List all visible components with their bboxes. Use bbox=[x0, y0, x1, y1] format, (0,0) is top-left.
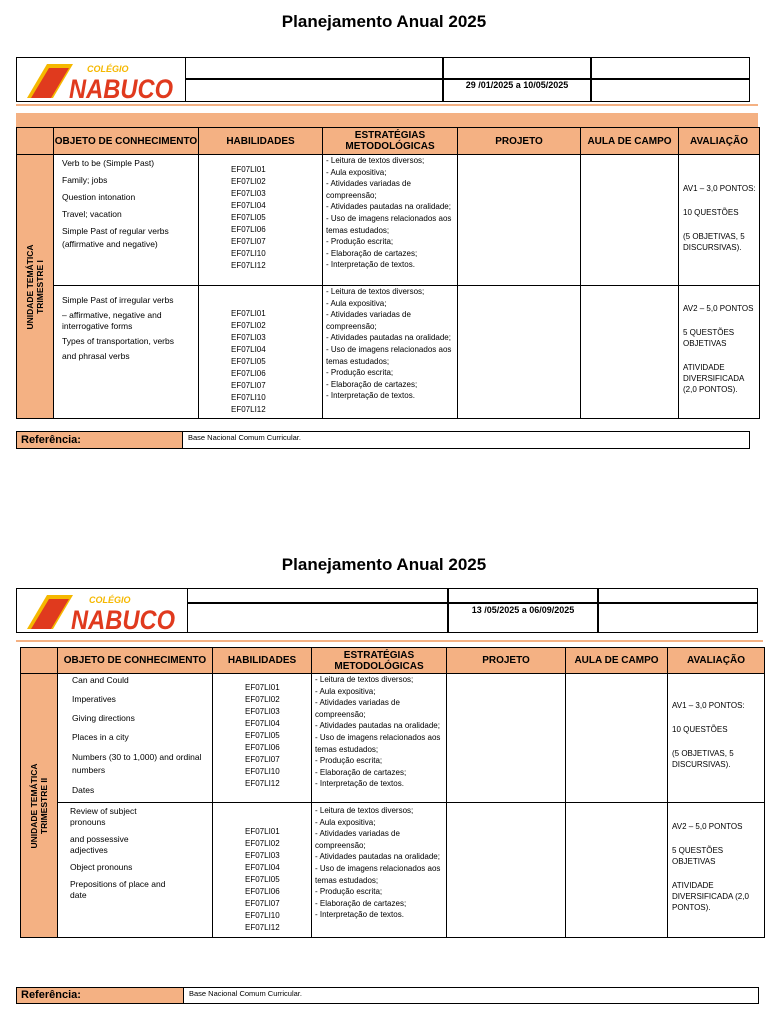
school-logo bbox=[17, 589, 185, 632]
logo-main-text: NABUCO bbox=[71, 605, 175, 632]
estrategia-item: - Aula expositiva; bbox=[326, 167, 387, 177]
habilidade-code: EF07LI02 bbox=[231, 177, 266, 186]
avaliacao-item: AV2 – 5,0 PONTOS bbox=[683, 304, 754, 313]
estrategia-item: - Produção escrita; bbox=[326, 237, 394, 247]
projeto-cell bbox=[447, 674, 566, 803]
page-title: Planejamento Anual 2025 bbox=[281, 555, 487, 574]
habilidade-code: EF07LI01 bbox=[245, 827, 280, 836]
estrategia-item: - Interpretação de textos. bbox=[326, 260, 415, 270]
plan-table bbox=[20, 647, 765, 938]
header-habilidades: HABILIDADES bbox=[199, 128, 323, 155]
objeto-item: Verb to be (Simple Past) bbox=[62, 158, 155, 168]
habilidade-code: EF07LI05 bbox=[245, 875, 280, 884]
reference-text: Base Nacional Comum Curricular. bbox=[188, 433, 301, 442]
side-label-line: TRIMESTRE I bbox=[35, 259, 45, 314]
habilidade-code: EF07LI02 bbox=[245, 695, 280, 704]
objeto-item: Can and Could bbox=[72, 675, 129, 685]
habilidade-code: EF07LI02 bbox=[231, 321, 266, 330]
estrategia-item: - Leitura de textos diversos; bbox=[326, 156, 425, 165]
plan-section-2 bbox=[0, 512, 768, 1024]
estrategia-item: - Atividades variadas de compreensão; bbox=[315, 698, 400, 719]
habilidade-code: EF07LI01 bbox=[245, 683, 280, 692]
habilidade-code: EF07LI07 bbox=[231, 237, 266, 246]
habilidade-code: EF07LI05 bbox=[245, 731, 280, 740]
header-habilidades: HABILIDADES bbox=[213, 648, 312, 674]
accent-bar bbox=[16, 113, 758, 127]
avaliacao-item: 5 QUESTÕES OBJETIVAS bbox=[672, 846, 724, 866]
projeto-cell bbox=[458, 155, 581, 286]
habilidade-code: EF07LI12 bbox=[245, 779, 280, 788]
estrategia-item: - Produção escrita; bbox=[315, 756, 383, 766]
header-objeto: OBJETO DE CONHECIMENTO bbox=[58, 648, 213, 674]
habilidade-code: EF07LI06 bbox=[231, 225, 266, 234]
estrategias-cell bbox=[323, 286, 458, 419]
page-title: Planejamento Anual 2025 bbox=[281, 12, 487, 31]
estrategias-cell bbox=[312, 803, 447, 938]
reference-row bbox=[16, 431, 750, 449]
habilidades-cell bbox=[213, 674, 312, 803]
avaliacao-item: AV2 – 5,0 PONTOS bbox=[672, 822, 743, 831]
objeto-item: Places in a city bbox=[72, 732, 129, 742]
habilidade-code: EF07LI03 bbox=[245, 851, 280, 860]
projeto-cell bbox=[458, 286, 581, 419]
header-aula: AULA DE CAMPO bbox=[581, 128, 679, 155]
accent-bar bbox=[16, 640, 763, 642]
reference-text: Base Nacional Comum Curricular. bbox=[189, 989, 302, 998]
aula-cell bbox=[581, 286, 679, 419]
header-block bbox=[16, 588, 758, 633]
avaliacao-item: ATIVIDADE DIVERSIFICADA (2,0 PONTOS). bbox=[672, 881, 749, 912]
habilidade-code: EF07LI04 bbox=[231, 201, 266, 210]
side-label bbox=[25, 244, 45, 329]
side-label-cell bbox=[17, 155, 54, 419]
habilidade-code: EF07LI06 bbox=[245, 887, 280, 896]
avaliacao-item: 10 QUESTÕES bbox=[683, 208, 739, 217]
projeto-cell bbox=[447, 803, 566, 938]
habilidade-code: EF07LI10 bbox=[245, 767, 280, 776]
header-divider bbox=[187, 602, 757, 604]
objeto-item: Travel; vacation bbox=[62, 209, 122, 219]
objeto-item: Types of transportation, verbs bbox=[62, 336, 174, 346]
objeto-item: Imperatives bbox=[72, 694, 116, 704]
estrategia-item: - Leitura de textos diversos; bbox=[326, 287, 425, 296]
avaliacao-item: 10 QUESTÕES bbox=[672, 725, 728, 734]
habilidades-cell bbox=[199, 155, 323, 286]
habilidade-code: EF07LI01 bbox=[231, 309, 266, 318]
date-range: 29 /01/2025 a 10/05/2025 bbox=[465, 80, 569, 90]
objeto-item: Numbers (30 to 1,000) and ordinal numbers bbox=[72, 752, 202, 775]
habilidade-code: EF07LI03 bbox=[231, 333, 266, 342]
habilidade-code: EF07LI02 bbox=[245, 839, 280, 848]
estrategia-item: - Elaboração de cartazes; bbox=[315, 767, 407, 777]
habilidade-code: EF07LI07 bbox=[245, 899, 280, 908]
estrategia-item: - Aula expositiva; bbox=[326, 298, 387, 308]
header-projeto: PROJETO bbox=[447, 648, 566, 674]
table-row bbox=[21, 803, 765, 938]
reference-row bbox=[16, 987, 759, 1004]
habilidades-cell bbox=[199, 286, 323, 419]
estrategia-item: - Uso de imagens relacionados aos temas estudados; bbox=[315, 863, 441, 885]
avaliacao-item: ATIVIDADE DIVERSIFICADA (2,0 PONTOS). bbox=[683, 363, 744, 394]
objeto-cell bbox=[54, 286, 199, 419]
header-avaliacao: AVALIAÇÃO bbox=[679, 128, 760, 155]
logo-cell bbox=[17, 589, 188, 632]
objeto-item: Question intonation bbox=[62, 192, 136, 202]
estrategia-item: - Atividades pautadas na oralidade; bbox=[326, 202, 451, 212]
logo-main-text: NABUCO bbox=[69, 74, 173, 101]
objeto-item: Giving directions bbox=[72, 713, 135, 723]
estrategia-item: - Atividades pautadas na oralidade; bbox=[315, 852, 440, 862]
accent-bar bbox=[16, 104, 758, 106]
objeto-item: Object pronouns bbox=[70, 862, 133, 872]
estrategia-item: - Interpretação de textos. bbox=[315, 910, 404, 920]
avaliacao-cell bbox=[668, 674, 765, 803]
side-label-line: UNIDADE TEMÁTICA bbox=[25, 244, 35, 329]
side-label-line: UNIDADE TEMÁTICA bbox=[29, 763, 39, 848]
avaliacao-item: AV1 – 3,0 PONTOS: bbox=[683, 184, 756, 193]
corner-cell bbox=[17, 128, 54, 155]
logo-cell bbox=[17, 58, 186, 101]
objeto-cell bbox=[58, 803, 213, 938]
habilidade-code: EF07LI06 bbox=[245, 743, 280, 752]
estrategia-item: - Atividades pautadas na oralidade; bbox=[315, 721, 440, 731]
estrategia-item: - Atividades variadas de compreensão; bbox=[326, 179, 411, 200]
side-label-cell bbox=[21, 674, 58, 938]
objeto-item: Review of subject pronouns bbox=[70, 806, 137, 827]
objeto-item: Simple Past of irregular verbs bbox=[62, 295, 174, 305]
objeto-item: – affirmative, negative and interrogative forms bbox=[62, 310, 162, 331]
estrategia-item: - Leitura de textos diversos; bbox=[315, 675, 414, 684]
objeto-item: and phrasal verbs bbox=[62, 351, 130, 361]
estrategia-item: - Aula expositiva; bbox=[315, 686, 376, 696]
header-aula: AULA DE CAMPO bbox=[566, 648, 668, 674]
estrategia-item: - Produção escrita; bbox=[315, 887, 383, 897]
habilidade-code: EF07LI12 bbox=[245, 923, 280, 932]
header-estrategias: ESTRATÉGIAS METODOLÓGICAS bbox=[323, 128, 458, 155]
aula-cell bbox=[566, 803, 668, 938]
estrategia-item: - Uso de imagens relacionados aos temas estudados; bbox=[326, 213, 452, 235]
header-block bbox=[16, 57, 750, 102]
aula-cell bbox=[566, 674, 668, 803]
header-estrategias: ESTRATÉGIAS METODOLÓGICAS bbox=[312, 648, 447, 674]
objeto-item: Simple Past of regular verbs bbox=[62, 226, 169, 236]
estrategia-item: - Interpretação de textos. bbox=[326, 391, 415, 401]
estrategia-item: - Atividades pautadas na oralidade; bbox=[326, 333, 451, 343]
objeto-item: Dates bbox=[72, 785, 95, 795]
habilidade-code: EF07LI03 bbox=[231, 189, 266, 198]
habilidade-code: EF07LI04 bbox=[245, 719, 280, 728]
objeto-item: Prepositions of place and date bbox=[70, 879, 166, 900]
estrategia-item: - Leitura de textos diversos; bbox=[315, 806, 414, 815]
estrategia-item: - Elaboração de cartazes; bbox=[326, 379, 418, 389]
aula-cell bbox=[581, 155, 679, 286]
objeto-cell bbox=[54, 155, 199, 286]
table-row bbox=[17, 155, 760, 286]
side-label bbox=[29, 763, 49, 848]
habilidade-code: EF07LI05 bbox=[231, 213, 266, 222]
habilidade-code: EF07LI12 bbox=[231, 261, 266, 270]
logo-top-text: COLÉGIO bbox=[89, 595, 131, 605]
estrategia-item: - Elaboração de cartazes; bbox=[315, 898, 407, 908]
date-range: 13 /05/2025 a 06/09/2025 bbox=[471, 605, 575, 615]
estrategia-item: - Uso de imagens relacionados aos temas estudados; bbox=[315, 732, 441, 754]
objeto-cell bbox=[58, 674, 213, 803]
estrategia-item: - Elaboração de cartazes; bbox=[326, 248, 418, 258]
header-col-divider bbox=[590, 58, 592, 101]
objeto-item: (affirmative and negative) bbox=[62, 239, 158, 249]
plan-table bbox=[16, 127, 760, 419]
estrategias-cell bbox=[312, 674, 447, 803]
school-logo bbox=[17, 58, 183, 101]
habilidade-code: EF07LI07 bbox=[231, 381, 266, 390]
table-row bbox=[17, 286, 760, 419]
habilidade-code: EF07LI03 bbox=[245, 707, 280, 716]
habilidade-code: EF07LI12 bbox=[231, 405, 266, 414]
habilidades-cell bbox=[213, 803, 312, 938]
corner-cell bbox=[21, 648, 58, 674]
header-col-divider bbox=[597, 589, 599, 632]
logo-top-text: COLÉGIO bbox=[87, 64, 129, 74]
habilidade-code: EF07LI07 bbox=[245, 755, 280, 764]
avaliacao-item: AV1 – 3,0 PONTOS: bbox=[672, 701, 745, 710]
habilidade-code: EF07LI10 bbox=[245, 911, 280, 920]
objeto-item: Family; jobs bbox=[62, 175, 108, 185]
reference-label: Referência: bbox=[17, 988, 184, 1003]
habilidade-code: EF07LI01 bbox=[231, 165, 266, 174]
estrategias-cell bbox=[323, 155, 458, 286]
habilidade-code: EF07LI04 bbox=[245, 863, 280, 872]
avaliacao-cell bbox=[679, 155, 760, 286]
reference-label: Referência: bbox=[17, 432, 183, 448]
avaliacao-item: (5 OBJETIVAS, 5 DISCURSIVAS). bbox=[683, 232, 745, 252]
table-row bbox=[21, 674, 765, 803]
estrategia-item: - Atividades variadas de compreensão; bbox=[326, 310, 411, 331]
header-projeto: PROJETO bbox=[458, 128, 581, 155]
avaliacao-cell bbox=[679, 286, 760, 419]
header-objeto: OBJETO DE CONHECIMENTO bbox=[54, 128, 199, 155]
estrategia-item: - Uso de imagens relacionados aos temas estudados; bbox=[326, 344, 452, 366]
avaliacao-item: (5 OBJETIVAS, 5 DISCURSIVAS). bbox=[672, 749, 734, 769]
objeto-item: and possessive adjectives bbox=[70, 834, 129, 855]
estrategia-item: - Produção escrita; bbox=[326, 368, 394, 378]
habilidade-code: EF07LI10 bbox=[231, 393, 266, 402]
estrategia-item: - Aula expositiva; bbox=[315, 817, 376, 827]
estrategia-item: - Atividades variadas de compreensão; bbox=[315, 829, 400, 850]
habilidade-code: EF07LI06 bbox=[231, 369, 266, 378]
side-label-line: TRIMESTRE II bbox=[39, 777, 49, 834]
header-avaliacao: AVALIAÇÃO bbox=[668, 648, 765, 674]
avaliacao-item: 5 QUESTÕES OBJETIVAS bbox=[683, 328, 735, 348]
habilidade-code: EF07LI10 bbox=[231, 249, 266, 258]
habilidade-code: EF07LI04 bbox=[231, 345, 266, 354]
estrategia-item: - Interpretação de textos. bbox=[315, 779, 404, 789]
habilidade-code: EF07LI05 bbox=[231, 357, 266, 366]
avaliacao-cell bbox=[668, 803, 765, 938]
